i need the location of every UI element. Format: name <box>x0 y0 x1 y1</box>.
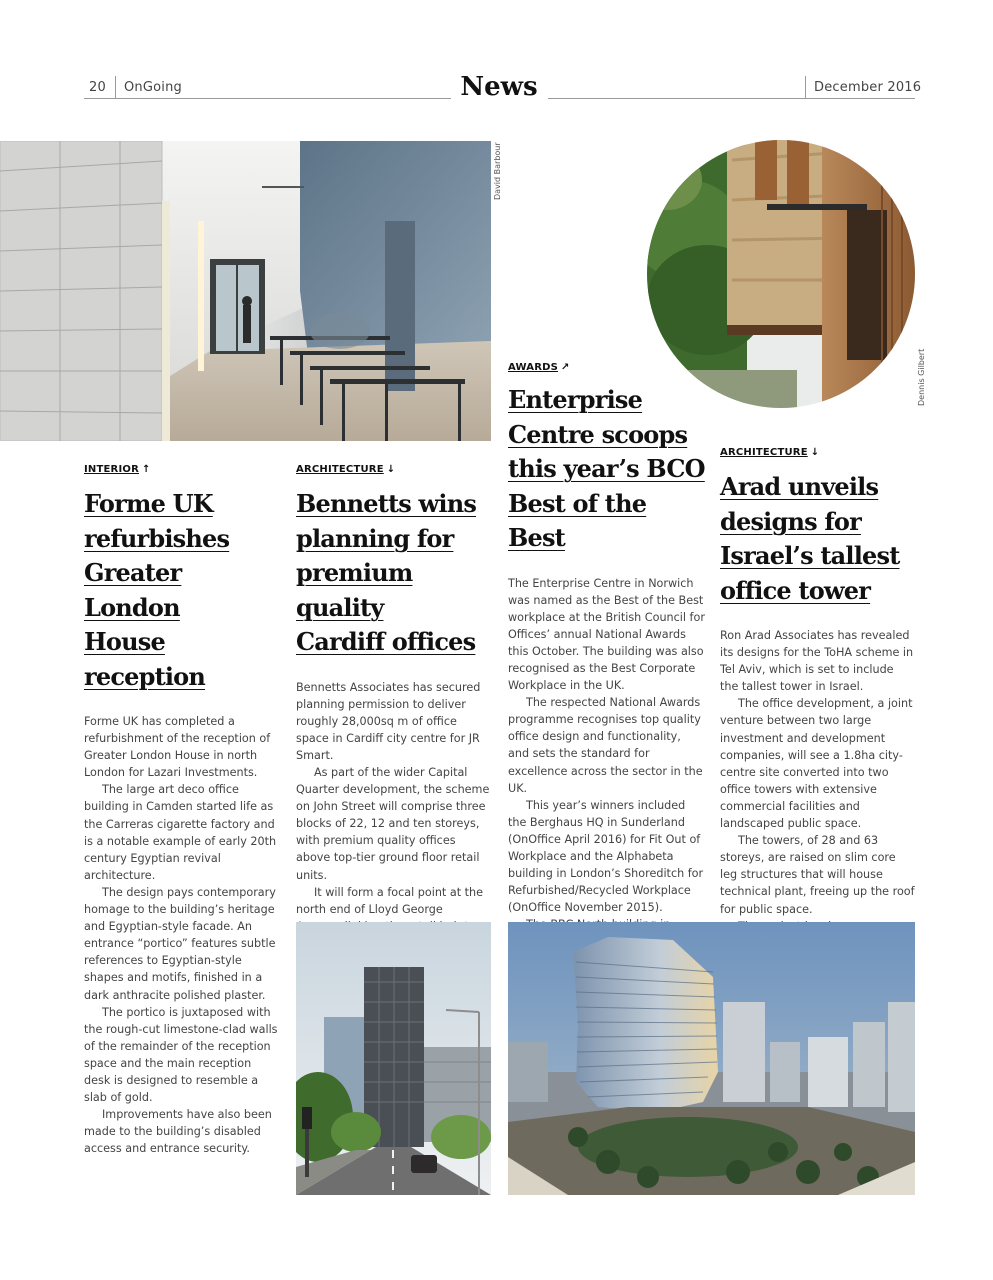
tel-aviv-tower-render <box>508 922 915 1195</box>
article-kicker: INTERIOR ↑ <box>84 464 151 475</box>
arrow-up-right-icon: ↗ <box>561 362 570 373</box>
article-arad <box>720 447 915 952</box>
photo-credit: David Barbour <box>493 142 502 200</box>
page-number: 20 <box>89 80 106 95</box>
issue-date: December 2016 <box>814 80 922 95</box>
article-forme-uk <box>84 464 279 1157</box>
cardiff-street-photo <box>296 922 491 1195</box>
arrow-down-icon: ↓ <box>386 464 396 475</box>
article-enterprise-centre <box>508 362 705 985</box>
header-rule-right <box>548 98 915 99</box>
article-headline: Bennetts wins planning for premium quality Cardiff offices <box>296 489 477 656</box>
article-body: Bennetts Associates has secured planning permission to deliver roughly 28,000sq m of office space in Cardiff city centre for JR Smart. As part of the wider Capital Quarter development, the scheme on John Street will comprise three blocks of 22, 12 and ten storeys, with premium quality offices above top-tier ground floor retail units. It will form a focal point at the north end of Lloyd George <box>296 680 490 916</box>
article-headline: Enterprise Centre scoops this year’s BCO Best of the Best <box>508 385 705 552</box>
page-title: News <box>460 72 538 102</box>
arrow-down-icon: ↓ <box>810 447 820 458</box>
article-body: Forme UK has completed a refurbishment of the reception of Greater London House in north London for Lazari Investments. The large art deco office building in Camden started life as the Carreras cigarette factory and is a notable example of early 20th century Egyptian revival architecture. The design pays contemporary homage to the building’s heritage and Egyptian-style facade. An entrance “portico” features subtle references to Egyptian-style shapes and motifs, finished in a dark anthracite polished plaster. The portico is juxtaposed with the rough-cut limestone-clad walls of the remainder of the reception space and the main reception desk is designed to resemble a slab of gold. Improvements have also been made to the building’s disabled access and entrance security. <box>84 715 278 1156</box>
article-body: Ron Arad Associates has revealed its designs for the ToHA scheme in Tel Aviv, which is set to include the tallest tower in Israel. The office development, a joint venture between two large investment and development companies, will see a 1.8ha city-centre site converted into two office towers with extensive commercial facilities and landscaped public space. The towers, of 28 and 63 storeys, are raised on slim core leg structures that will house technical plant, freeing up the roof for public space. <box>720 629 915 916</box>
lobby-photo <box>0 141 491 441</box>
article-kicker: ARCHITECTURE ↓ <box>720 447 820 458</box>
article-kicker: ARCHITECTURE ↓ <box>296 464 396 475</box>
header-rule-left <box>84 98 451 99</box>
article-headline: Arad unveils designs for Israel’s tallest office tower <box>720 472 900 605</box>
arrow-up-icon: ↑ <box>141 464 151 475</box>
article-kicker: AWARDS ↗ <box>508 362 570 373</box>
photo-credit: Dennis Gilbert <box>917 348 926 406</box>
article-body: The Enterprise Centre in Norwich was named as the Best of the Best workplace at the British Council for Offices’ annual National Awards this October. The building was also recognised as the Best Corporate Workplace in the UK. The respected National Awards programme recognises top quality office design and functionality, and sets the standard for excellence across the sector in the UK. This year’s winners included the Berghaus HQ in Sunderland (OnOffice April 2016) for Fit Out of Workplace and the Alphabeta building in London’s Shoreditch for Refurbished/Recycled Workplace (OnOffice November 2015). <box>508 576 705 915</box>
header-divider <box>805 76 806 98</box>
section-label: OnGoing <box>124 80 183 95</box>
article-headline: Forme UK refurbishes Greater London House reception <box>84 489 230 691</box>
header-divider <box>115 76 116 98</box>
